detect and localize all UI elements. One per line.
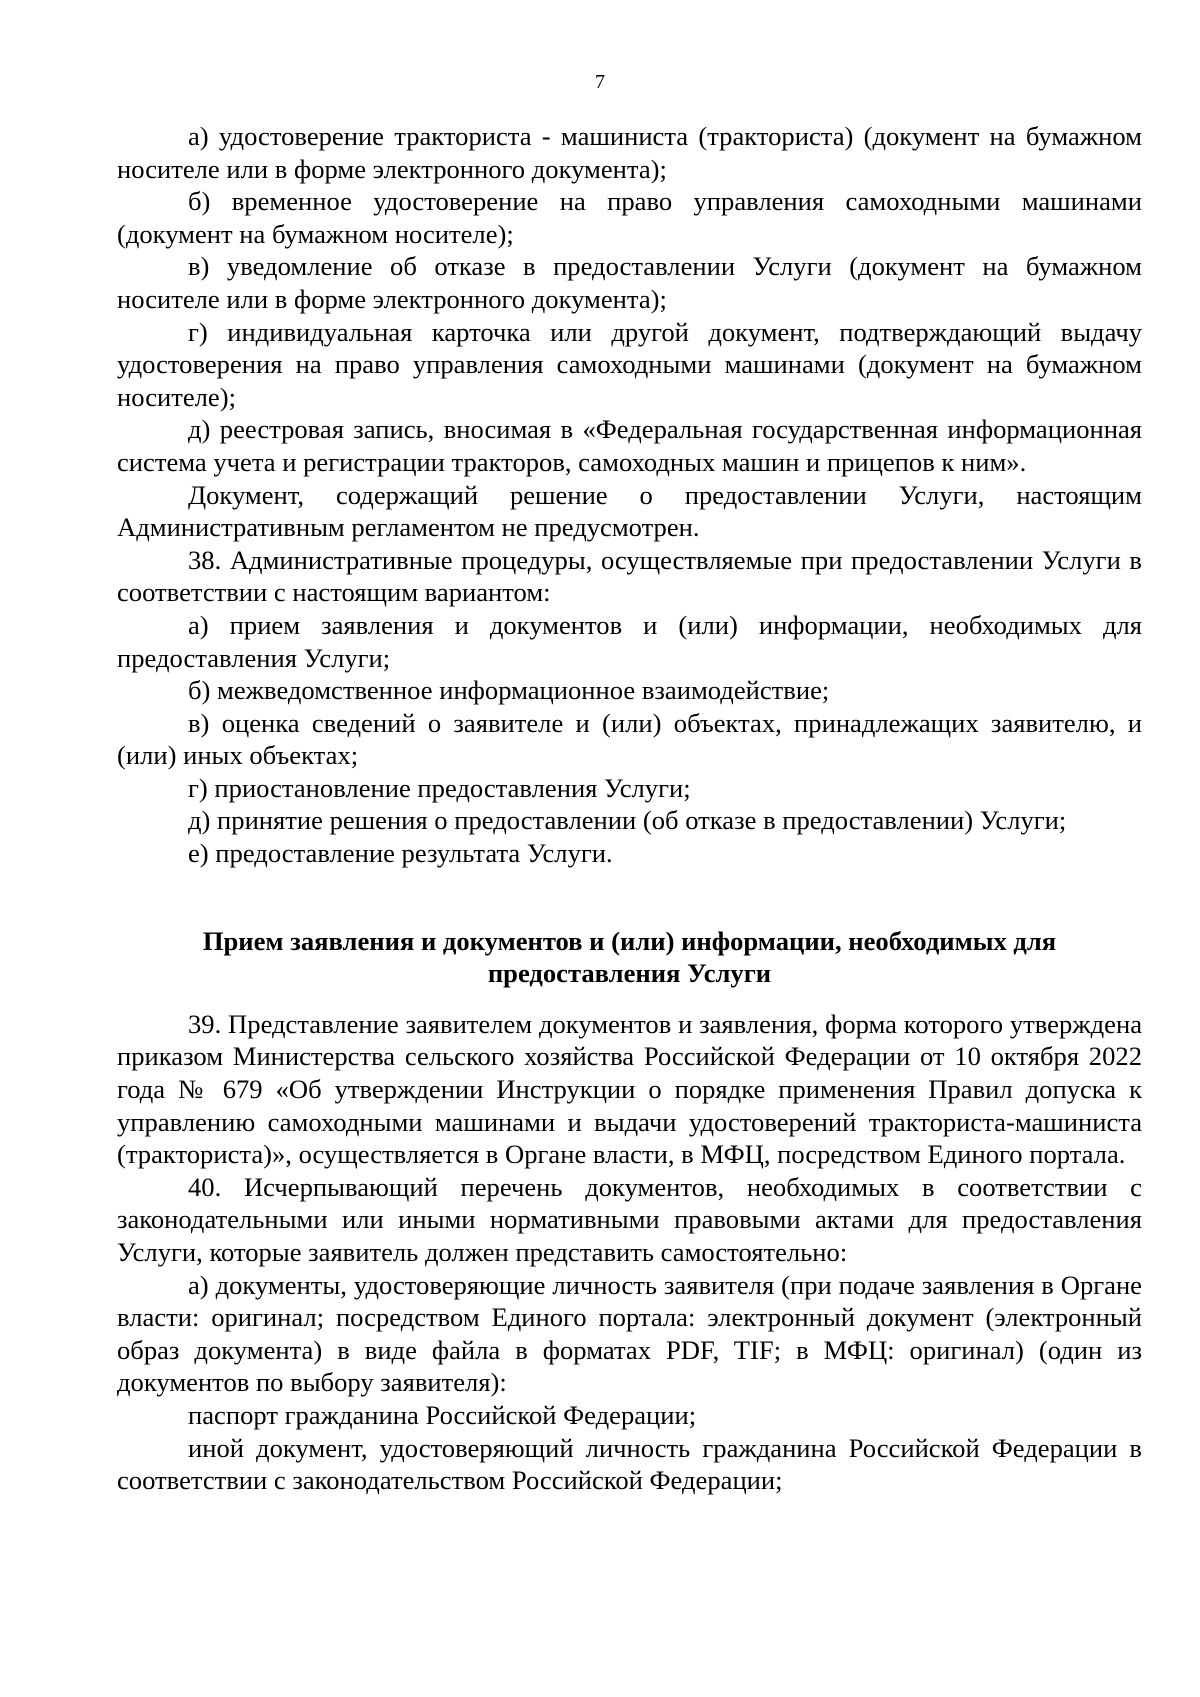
- paragraph: г) приостановление предоставления Услуги;: [188, 772, 691, 803]
- paragraph: д) реестровая запись, вносимая в «Федеральная государственная информационная система учета и регистрации тракторов, самоходных машин и прицепов к ним».: [117, 414, 1142, 477]
- paragraph: г) индивидуальная карточка или другой документ, подтверждающий выдачу удостоверения на право управления самоходными машинами (документ на бумажном носителе);: [117, 316, 1142, 412]
- paragraph: 39. Представление заявителем документов и заявления, форма которого утверждена приказом Министерства сельского хозяйства Российской Федерации от 10 октября 2022 года № 679 «Об утверждении Инструкции о порядке применения Правил допуска к управлению самоходными машинами и выдачи удостоверений тракториста-машиниста (тракториста)», осуществляется в Органе власти, в МФЦ, посредством Единого портала.: [117, 1008, 1142, 1170]
- paragraph: Документ, содержащий решение о предоставлении Услуги, настоящим Административным регламентом не предусмотрен.: [117, 479, 1142, 543]
- paragraph: в) уведомление об отказе в предоставлении Услуги (документ на бумажном носителе или в форме электронного документа);: [117, 251, 1142, 314]
- document-body: [117, 120, 1142, 1497]
- page-number: 7: [595, 71, 605, 93]
- paragraph: б) временное удостоверение на право управления самоходными машинами (документ на бумажном носителе);: [117, 186, 1142, 249]
- section-heading: Прием заявления и документов и (или) информации, необходимых для предоставления Услуги: [202, 925, 1057, 989]
- paragraph: а) удостоверение тракториста - машиниста (тракториста) (документ на бумажном носителе или в форме электронного документа);: [117, 121, 1142, 184]
- paragraph: 38. Административные процедуры, осуществляемые при предоставлении Услуги в соответствии с настоящим вариантом:: [117, 544, 1142, 608]
- paragraph: е) предоставление результата Услуги.: [188, 838, 613, 869]
- paragraph: в) оценка сведений о заявителе и (или) объектах, принадлежащих заявителю, и (или) иных объектах;: [117, 707, 1142, 771]
- paragraph: иной документ, удостоверяющий личность гражданина Российской Федерации в соответствии с законодательством Российской Федерации;: [117, 1432, 1142, 1496]
- paragraph: д) принятие решения о предоставлении (об отказе в предоставлении) Услуги;: [188, 805, 1067, 836]
- paragraph: а) прием заявления и документов и (или) информации, необходимых для предоставления Услуги;: [117, 609, 1142, 673]
- paragraph: а) документы, удостоверяющие личность заявителя (при подаче заявления в Органе власти: оригинал; посредством Единого портала: электронный документ (электронный образ документа) в виде файла в форматах PDF, TIF; в МФЦ: оригинал) (один из документов по выбору заявителя):: [117, 1269, 1142, 1398]
- paragraph: паспорт гражданина Российской Федерации;: [188, 1399, 697, 1430]
- paragraph: 40. Исчерпывающий перечень документов, необходимых в соответствии с законодательными или иными нормативными правовыми актами для предоставления Услуги, которые заявитель должен представить самостоятельно:: [117, 1171, 1142, 1267]
- paragraph: б) межведомственное информационное взаимодействие;: [188, 675, 830, 706]
